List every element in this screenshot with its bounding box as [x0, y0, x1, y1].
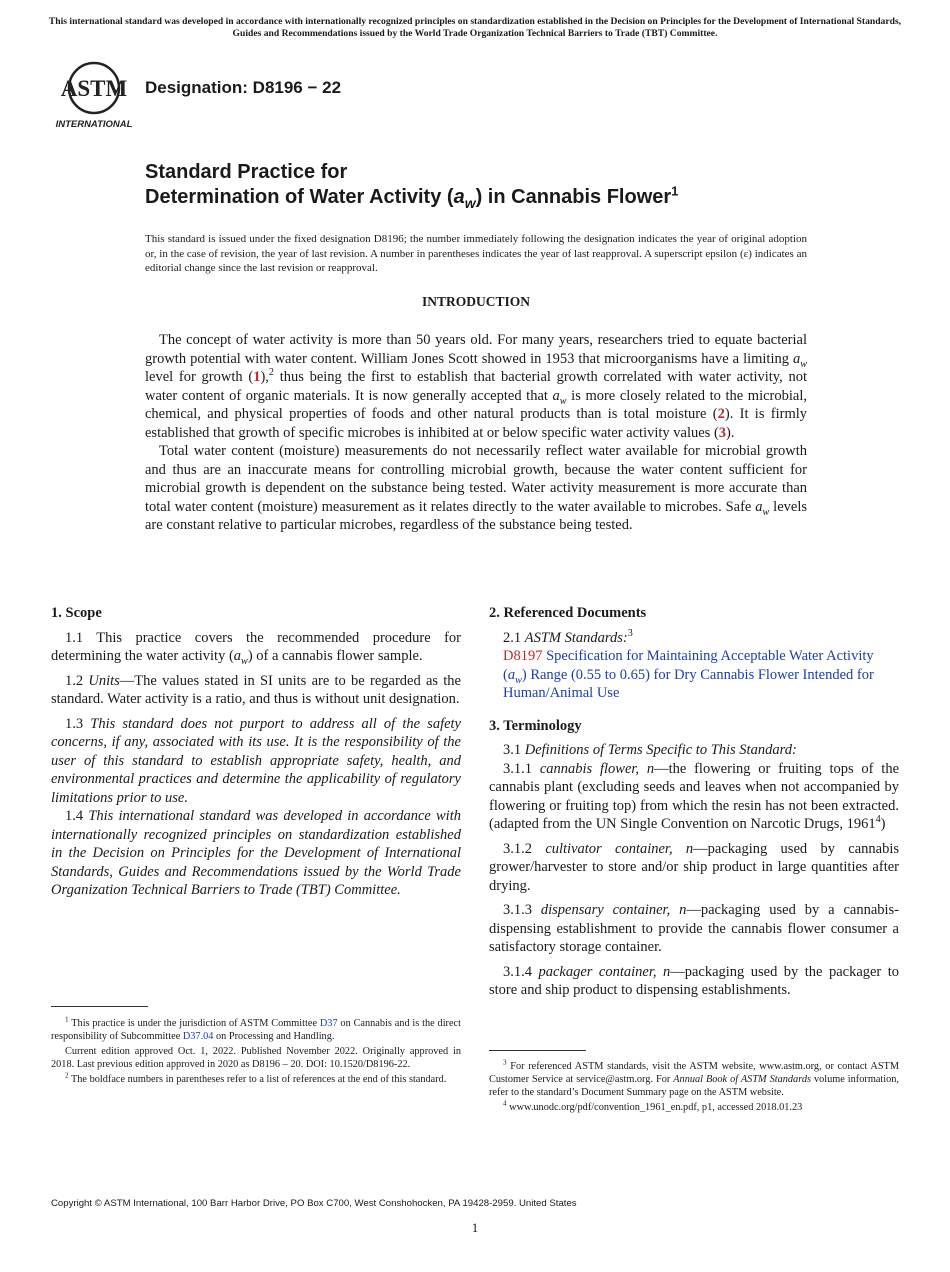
d8197-code-link[interactable]: D8197: [503, 648, 543, 664]
left-column: [51, 604, 461, 906]
scope-1-2: 1.2 Units—The values stated in SI units are to be regarded as the standard. Water activity is a ratio, and thus is without unit designation.: [51, 672, 461, 707]
copyright-line: Copyright © ASTM International, 100 Barr Harbor Drive, PO Box C700, West Conshohocken, PA 19428-2959. United States: [51, 1198, 577, 1209]
designation: Designation: D8196 − 22: [145, 78, 342, 97]
terminology-heading: 3. Terminology: [489, 717, 582, 734]
introduction-body: [145, 331, 807, 535]
scope-1-3: 1.3 This standard does not purport to address all of the safety concerns, if any, associated with its use. It is the responsibility of the user of this standard to establish appropriate safety, health, and environmental practices and determine the applicability of regulatory limitations prior to use.: [51, 715, 461, 806]
footnote-3: $^3$ For referenced ASTM standards, visit the ASTM website, www.astm.org, or contact ASTM Customer Service at service@astm.org. For Annual Book of ASTM Standards volume information, refer to the standard’s Document Summary page on the ASTM website.: [489, 1058, 899, 1098]
intro-paragraph-2: Total water content (moisture) measurements do not necessarily reflect water available for microbial growth and thus are an inaccurate means for controlling microbial growth, because the water content sufficient for microbial growth is dependent on the substance being tested. Water activity measurement is more accurate than total water content (moisture) measurement as it relates directly to the water available to microbes. Safe $a_w$ levels are constant relative to particular microbes, regardless of the substance being tested.: [145, 443, 807, 533]
scope-1-4: 1.4 This international standard was developed in accordance with internationally recognized principles on standardization established in the Decision on Principles for the Development of International Standards, Guides and Recommendations issued by the World Trade Organization Technical Barriers to Trade (TBT) Committee.: [51, 808, 461, 898]
scope-heading: 1. Scope: [51, 605, 102, 621]
term-cannabis-flower: 3.1.1 cannabis flower, n—the flowering or fruiting tops of the cannabis plant (excluding seeds and leaves when not accompanied by flowering or fruiting top) from which the resin has not been extracted. (adapted from the UN Single Convention on Narcotic Drugs, 1961$^4$): [489, 760, 900, 832]
title-footnote-mark[interactable]: 1: [671, 183, 679, 199]
terminology-3-1: 3.1 Definitions of Terms Specific to This Standard:: [503, 742, 797, 758]
subcommittee-d37-04-link[interactable]: D37.04: [182, 1031, 214, 1042]
reference-link-3[interactable]: 3: [718, 424, 727, 441]
committee-d37-link[interactable]: D37: [319, 1018, 338, 1029]
referenced-documents-heading: 2. Referenced Documents: [489, 605, 647, 621]
intro-paragraph-1: The concept of water activity is more than 50 years old. For many years, researchers tried to equate bacterial growth potential with water content. William Jones Scott showed in 1953 that microorganisms have a limiting $a_w$ level for growth (1),$^2$ thus being the first to establish that bacterial growth correlated with water activity, not water content of organic materials. It is now generally accepted that $a_w$ is more closely related to the microbial, chemical, and physical properties of foods and other natural products than is total moisture (2). It is firmly established that growth of specific microbes is inhibited at or below specific water activity values (3).: [145, 332, 808, 441]
term-cultivator-container: 3.1.2 cultivator container, n—packaging used by cannabis grower/harvester to store and/or ship product in large quantities after drying.: [489, 840, 899, 894]
astm-standards-subheading: 2.1 ASTM Standards:$^3$: [503, 627, 633, 646]
logo-mark-text: ASTM: [60, 76, 128, 101]
introduction-heading: INTRODUCTION: [421, 294, 530, 309]
scope-1-1: 1.1 This practice covers the recommended procedure for determining the water activity $(a_w)$ of a cannabis flower sample.: [51, 629, 461, 667]
footnote-divider-left: [51, 1006, 148, 1007]
term-dispensary-container: 3.1.3 dispensary container, n—packaging used by a cannabis-dispensing establishment to provide the cannabis flower consumer a satisfactory storage container.: [489, 902, 900, 955]
footnote-4: $^4$ www.unodc.org/pdf/convention_1961_en.pdf, p1, accessed 2018.01.23: [503, 1099, 803, 1113]
right-column: [489, 604, 899, 1006]
footnote-divider-right: [489, 1050, 586, 1051]
term-packager-container: 3.1.4 packager container, n—packaging used by the packager to store and ship product to dispensing establishments.: [489, 963, 900, 998]
reference-link-1[interactable]: 1: [253, 369, 261, 385]
page-number: 1: [471, 1220, 479, 1235]
footnote-2: $^2$ The boldface numbers in parentheses refer to a list of references at the end of this standard.: [65, 1071, 447, 1085]
title-line-1: Standard Practice for: [145, 161, 348, 183]
footnote-1-edition: Current edition approved Oct. 1, 2022. Published November 2022. Originally approved in 2018. Last previous edition approved in 2020 as D8196 – 20. DOI: 10.1520/D8196-22.: [51, 1046, 461, 1070]
issuance-note: This standard is issued under the fixed designation D8196; the number immediately following the designation indicates the year of original adoption or, in the case of revision, the year of last revision. A number in parentheses indicates the year of last reapproval. A superscript epsilon (ε) indicates an editorial change since the last revision or reapproval.: [145, 233, 807, 274]
title-line-2: Determination of Water Activity $(a_w)$ in Cannabis Flower$^1$: [145, 183, 679, 211]
tbt-notice: This international standard was developed in accordance with internationally recognized principles on standardization established in the Decision on Principles for the Development of International Standards, Guides and Recommendations issued by the World Trade Organization Technical Barriers to Trade (TBT) Committee.: [48, 16, 902, 39]
astm-logo: [54, 58, 134, 130]
referenced-document-d8197[interactable]: D8197 Specification for Maintaining Acceptable Water Activity $(a_w)$ Range (0.55 to 0.65) for Dry Cannabis Flower Intended for Human/Animal Use: [503, 648, 874, 701]
page-title: [145, 160, 845, 210]
footnotes-right: [489, 1060, 899, 1116]
footnote-mark-2[interactable]: 2: [268, 367, 274, 379]
footnote-1: $^1$ This practice is under the jurisdiction of ASTM Committee D37 on Cannabis and is the direct responsibility of Subcommittee D37.04 on Processing and Handling.: [51, 1015, 461, 1042]
footnote-mark-4[interactable]: 4: [875, 814, 881, 826]
reference-link-2[interactable]: 2: [717, 406, 725, 422]
footnote-mark-3[interactable]: 3: [627, 627, 633, 639]
footnotes-left: [51, 1017, 461, 1088]
logo-international-text: INTERNATIONAL: [55, 119, 133, 130]
